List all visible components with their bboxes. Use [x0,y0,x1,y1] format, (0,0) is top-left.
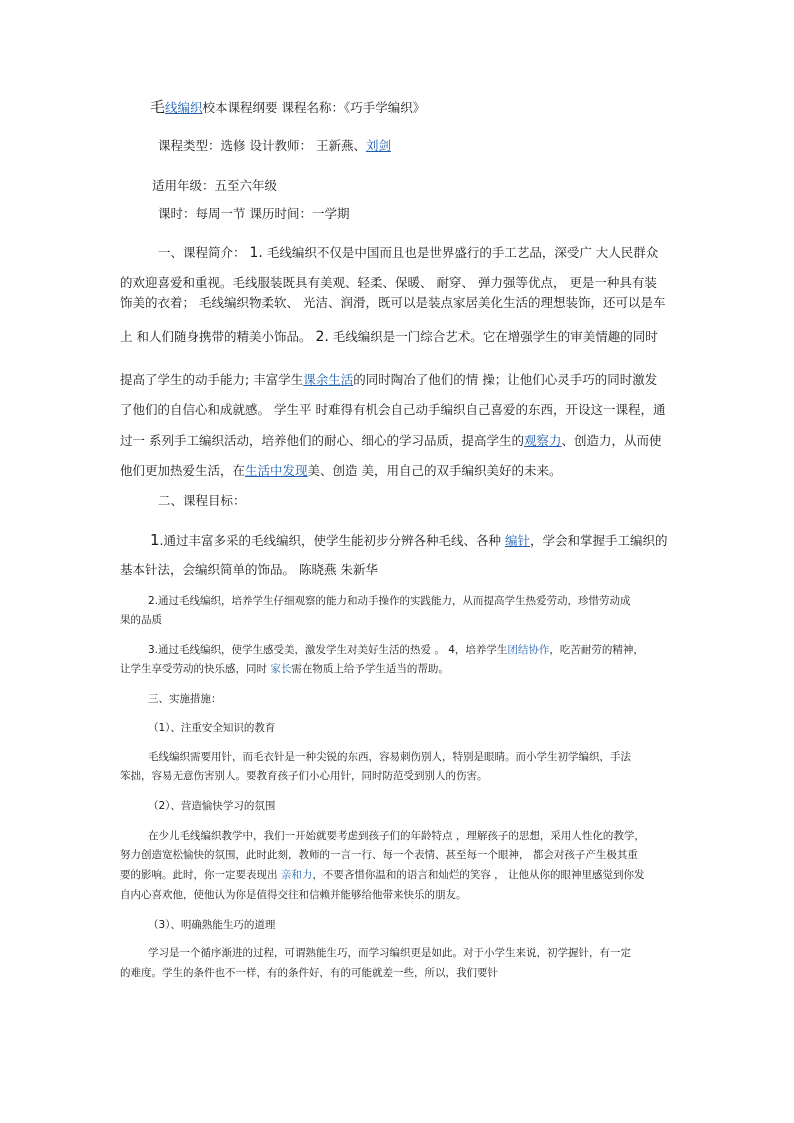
doc-title: 毛线编织校本课程纲要 课程名称：《巧手学编织》 [150,98,426,116]
course-type: 课程类型：选修 设计教师： 王新燕、刘剑 [158,138,391,153]
link-discover-life[interactable]: 生活中发现 [245,463,308,478]
intro-line-1: 一、课程简介： 1. 毛线编织不仅是中国而且也是世界盛行的手工艺品，深受广 大人民群众 [158,245,659,261]
measure-2-line-4: 自内心喜欢他，使他认为你是值得交往和信赖并能够给他带来快乐的朋友。 [120,889,467,901]
goals-heading: 二、课程目标： [158,493,246,508]
goal-1-line-1: 1.通过丰富多采的毛线编织，使学生能初步分辨各种毛线、各种 编针，学会和掌握手工编织的 [150,531,668,549]
intro-line-7: 过一 系列手工编织活动，培养他们的耐心、细心的学习品质，提高学生的观察力、创造力，从而使 [120,433,662,448]
link-knitting-needle[interactable]: 编针 [505,533,531,548]
measures-heading: 三、实施措施： [148,693,222,705]
measure-3-line-2: 的难度。学生的条件也不一样，有的条件好，有的可能就差一些，所以，我们要针 [120,967,498,979]
link-teacher[interactable]: 刘剑 [365,138,391,153]
intro-line-5: 提高了学生的动手能力; 丰富学生课余生活的同时陶冶了他们的情 操；让他们心灵手巧的同时激发 [120,372,658,387]
goal-3-line-2: 让学生享受劳动的快乐感，同时 家长需在物质上给予学生适当的帮助。 [120,663,449,675]
measure-3-line-1: 学习是一个循序渐进的过程，可谓熟能生巧，而学习编织更是如此。对于小学生来说，初学握针，有一定 [148,947,631,959]
goal-2-line-1: 2.通过毛线编织，培养学生仔细观察的能力和动手操作的实践能力，从而提高学生热爱劳动，珍惜劳动成 [148,595,631,607]
goal-2-line-2: 果的品质 [120,614,162,626]
goal-3-line-1: 3.通过毛线编织，使学生感受美，激发学生对美好生活的热爱 。 4，培养学生团结协作，吃苦耐劳的精神， [148,644,644,656]
measure-2-title: （2）、营造愉快学习的氛围 [148,800,276,812]
measure-1-title: （1）、注重安全知识的教育 [148,722,276,734]
link-extracurricular[interactable]: 课余生活 [303,372,354,387]
measure-2-line-2: 努力创造宽松愉快的氛围，此时此刻，教师的一言一行、每一个表情、甚至每一个眼神， 都会对孩子产生极其重 [120,849,638,861]
measure-1-line-1: 毛线编织需要用针，而毛衣针是一种尖锐的东西，容易刺伤别人，特别是眼睛。而小学生初学编织，手法 [148,751,631,763]
measure-2-line-1: 在少儿毛线编织教学中，我们一开始就要考虑到孩子们的年龄特点 ，理解孩子的思想，采用人性化的教学， [148,830,645,842]
course-hours: 课时：每周一节 课历时间：一学期 [158,206,350,221]
link-teamwork[interactable]: 团结协作 [507,644,550,656]
measure-3-title: （3）、明确熟能生巧的道理 [148,919,276,931]
link-affinity[interactable]: 亲和力 [280,869,313,881]
intro-line-6: 了他们的自信心和成就感。 学生平 时难得有机会自己动手编织自己喜爱的东西，开设这一课程，通 [120,402,666,417]
intro-line-4: 上 和人们随身携带的精美小饰品。 2. 毛线编织是一门综合艺术。它在增强学生的审美情趣的同时 [120,329,658,345]
course-grade: 适用年级：五至六年级 [152,178,278,193]
link-knitting[interactable]: 线编织 [165,100,203,115]
measure-2-line-3: 要的影响。此时，你一定要表现出 亲和力，不要吝惜你温和的语言和灿烂的笑容 ， 让他从你的眼神里感觉到你发 [120,869,645,881]
intro-line-8: 他们更加热爱生活，在生活中发现美、创造 美，用自己的双手编织美好的未来。 [120,463,562,478]
link-parents[interactable]: 家长 [270,663,292,675]
link-observation[interactable]: 观察力 [523,433,562,448]
intro-line-2: 的欢迎喜爱和重视。毛线服装既具有美观、轻柔、保暖、 耐穿、 弹力强等优点， 更是一种具有装 [120,275,657,290]
intro-line-3: 饰美的衣着； 毛线编织物柔软、 光洁、润滑，既可以是装点家居美化生活的理想装饰，还可以是车 [120,295,666,310]
goal-1-line-2: 基本针法，会编织简单的饰品。 陈晓燕 朱新华 [120,562,378,577]
measure-1-line-2: 笨拙，容易无意伤害别人。要教育孩子们小心用针，同时防范受到别人的伤害。 [120,770,488,782]
